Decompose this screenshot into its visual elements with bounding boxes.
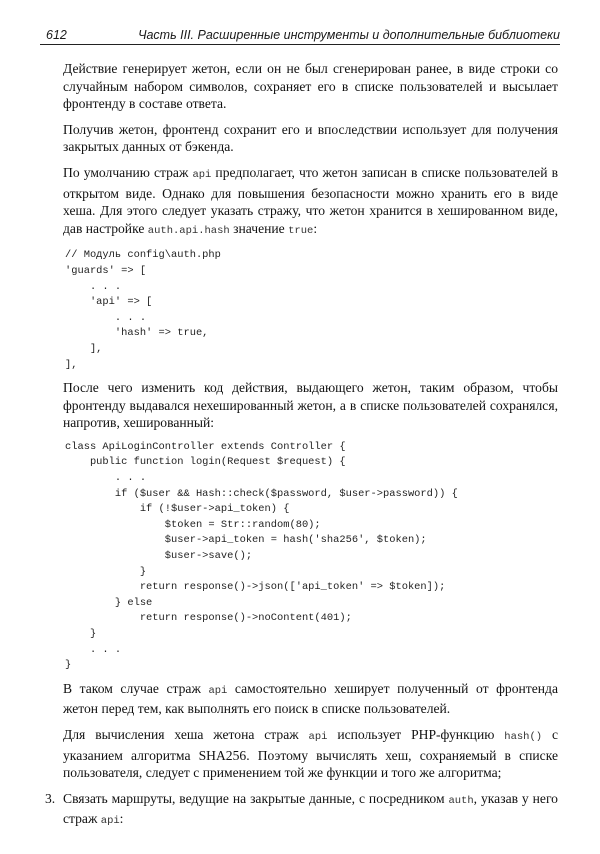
inline-code: auth.api.hash (147, 224, 230, 237)
inline-code: true (288, 224, 314, 237)
inline-code: auth (448, 794, 474, 807)
code-block-config: // Модуль config\auth.php 'guards' => [ . . . 'api' => [ . . . 'hash' => true, ], ], (65, 249, 221, 371)
paragraph-change-action: После чего изменить код действия, выдающего жетон, таким образом, чтобы фронтенду выдавался нехешированный жетон, а в списке пользователей сохранялся, напротив, хешированный: (63, 380, 558, 431)
inline-code: api (192, 168, 212, 181)
page-body (45, 60, 558, 839)
paragraph-hash-setting: По умолчанию страж api предполагает, что жетон записан в списке пользователей в открытом виде. Однако для повышения безопасности можно хранить его в виде хеша. Для этого следует указать стражу, что жетон хранится в хешированном виде, дав настройке auth.api.hash значение true: (63, 164, 558, 237)
running-title: Часть III. Расширенные инструменты и дополнительные библиотеки (138, 28, 560, 42)
list-item-3: 3. Связать маршруты, ведущие на закрытые данные, с посредником auth, указав у него страж api: (45, 790, 558, 828)
page-number: 612 (46, 28, 67, 42)
list-number: 3. (45, 790, 56, 806)
code-block-controller: class ApiLoginController extends Controller { public function login(Request $request) { . . . if ($user && Hash::check($password, $user->password)) { if (!$user->api_token) { $token = Str::random(80); $user->api_token = hash('sha256', $token); $user->save(); } return response()->json(['api_token' => $token]); } else return response()->noContent(401); } . . . } (65, 440, 458, 672)
inline-code: api (100, 815, 120, 828)
inline-code: api (208, 684, 228, 697)
inline-code: api (308, 730, 328, 743)
paragraph-sha256: Для вычисления хеша жетона страж api использует PHP-функцию hash() с указанием алгоритма SHA256. Поэтому вычислять хеш, сохраняемый в списке пользователя, следует с применением той же функции и того же алгоритма; (63, 726, 558, 781)
running-header (40, 26, 560, 45)
paragraph-token-generation: Действие генерирует жетон, если он не был сгенерирован ранее, в виде строки со случайным набором символов, сохраняет его в списке пользователей и высылает фронтенду в составе ответа. (63, 61, 558, 112)
paragraph-frontend-stores-token: Получив жетон, фронтенд сохранит его и впоследствии использует для получения закрытых данных от бэкенда. (63, 121, 558, 155)
paragraph-guard-hashes: В таком случае страж api самостоятельно хеширует полученный от фронтенда жетон перед тем, как выполнять его поиск в списке пользователей. (63, 680, 558, 717)
inline-code: hash() (504, 730, 543, 743)
